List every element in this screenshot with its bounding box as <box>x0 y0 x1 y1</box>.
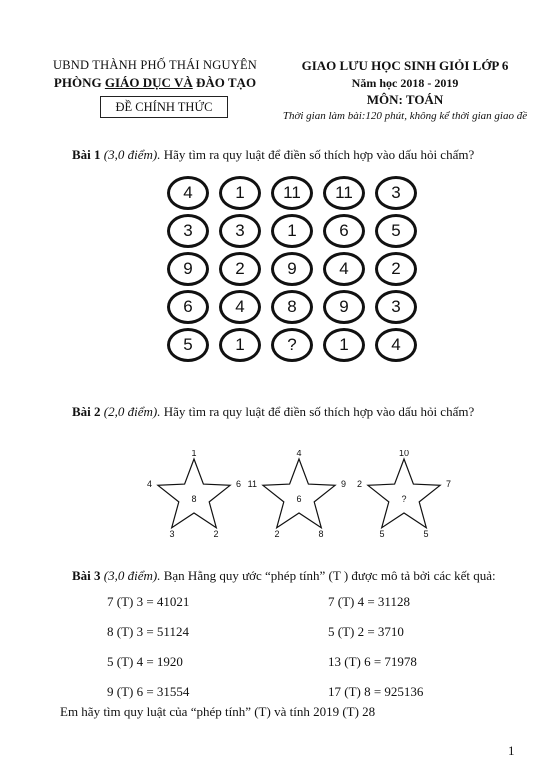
grid-cell: 8 <box>271 290 313 324</box>
star-bottom-left-label: 5 <box>379 529 385 539</box>
grid-cell: 3 <box>375 290 417 324</box>
equation: 7 (T) 4 = 31128 <box>328 594 410 609</box>
star-top-label: 10 <box>398 450 410 458</box>
grid-cell: 4 <box>167 176 209 210</box>
star-bottom-left-label: 2 <box>274 529 280 539</box>
problem3-heading: Bài 3 (3,0 điểm). Bạn Hằng quy ước “phép tính” (T ) được mô tả bởi các kết quả: <box>72 568 496 583</box>
star-right-label: 9 <box>341 479 347 489</box>
star-top-label: 1 <box>191 450 197 458</box>
star-bottom-left-label: 3 <box>169 529 175 539</box>
problem2-heading: Bài 2 (2,0 điểm). Hãy tìm ra quy luật để điền số thích hợp vào dấu hỏi chấm? <box>72 404 475 419</box>
grid-cell: 4 <box>323 252 365 286</box>
grid-cell: 3 <box>167 214 209 248</box>
grid-cell: 4 <box>219 290 261 324</box>
grid-cell: 3 <box>375 176 417 210</box>
equation: 8 (T) 3 = 51124 <box>107 624 189 639</box>
star-bottom-right-label: 8 <box>318 529 324 539</box>
grid-cell: 1 <box>323 328 365 362</box>
star-center-label: 8 <box>191 494 197 504</box>
header-right <box>280 58 530 122</box>
time-limit: Thời gian làm bài:120 phút, không kể thời gian giao đề <box>282 110 528 122</box>
star-left-label: 11 <box>247 479 257 489</box>
star-left-label: 4 <box>146 479 152 489</box>
grid-cell: 2 <box>375 252 417 286</box>
header-left <box>40 58 270 91</box>
grid-cell: 4 <box>375 328 417 362</box>
grid-cell: 9 <box>167 252 209 286</box>
grid-cell: 1 <box>219 176 261 210</box>
equation: 7 (T) 3 = 41021 <box>107 594 190 609</box>
subject: MÔN: TOÁN <box>366 92 444 107</box>
school-year: Năm học 2018 - 2019 <box>351 76 459 90</box>
grid-cell: 11 <box>271 176 313 210</box>
star-bottom-right-label: 5 <box>423 529 429 539</box>
grid-cell: 6 <box>167 290 209 324</box>
star-left-label: 2 <box>356 479 362 489</box>
department-line1: UBND THÀNH PHỐ THÁI NGUYÊN <box>52 58 258 72</box>
grid-cell: 1 <box>271 214 313 248</box>
grid-cell: 6 <box>323 214 365 248</box>
grid-cell: 5 <box>375 214 417 248</box>
department-line2: PHÒNG GIÁO DỤC VÀ ĐÀO TẠO <box>53 75 257 90</box>
star-puzzle <box>140 450 460 542</box>
page-number: 1 <box>508 743 515 758</box>
equation: 13 (T) 6 = 71978 <box>328 654 417 669</box>
problem3-question: Em hãy tìm quy luật của “phép tính” (T) và tính 2019 (T) 28 <box>60 704 376 719</box>
grid-cell: ? <box>271 328 313 362</box>
grid-cell: 11 <box>323 176 365 210</box>
star-right-label: 6 <box>236 479 242 489</box>
grid-cell: 9 <box>323 290 365 324</box>
equation: 5 (T) 2 = 3710 <box>328 624 404 639</box>
grid-cell: 3 <box>219 214 261 248</box>
star-top-label: 4 <box>296 450 302 458</box>
star-center-label: ? <box>401 494 407 504</box>
grid-cell: 1 <box>219 328 261 362</box>
equation: 17 (T) 8 = 925136 <box>328 684 424 699</box>
grid-cell: 2 <box>219 252 261 286</box>
equation: 5 (T) 4 = 1920 <box>107 654 183 669</box>
equation: 9 (T) 6 = 31554 <box>107 684 190 699</box>
star-right-label: 7 <box>446 479 452 489</box>
grid-cell: 9 <box>271 252 313 286</box>
star-center-label: 6 <box>296 494 302 504</box>
official-stamp: ĐỀ CHÍNH THỨC <box>100 96 228 118</box>
star-bottom-right-label: 2 <box>213 529 219 539</box>
exam-title: GIAO LƯU HỌC SINH GIỎI LỚP 6 <box>301 58 509 73</box>
grid-cell: 5 <box>167 328 209 362</box>
problem1-heading: Bài 1 (3,0 điểm). Hãy tìm ra quy luật để điền số thích hợp vào dấu hỏi chấm? <box>72 147 475 162</box>
